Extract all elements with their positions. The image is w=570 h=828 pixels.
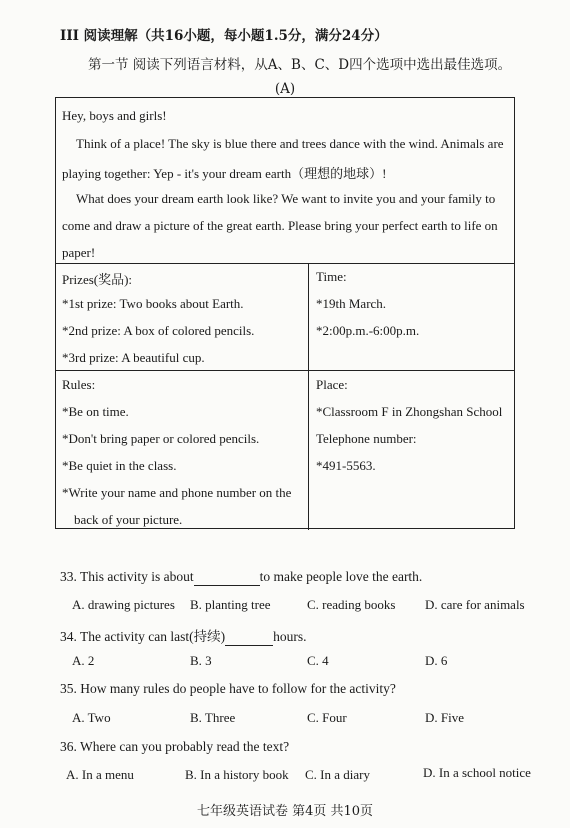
- question-text: 33. This activity is about: [60, 569, 194, 584]
- option-a[interactable]: A. drawing pictures: [72, 597, 175, 612]
- question-33: [60, 569, 422, 586]
- option-d[interactable]: D. In a school notice: [423, 765, 531, 780]
- option-a[interactable]: A. Two: [72, 710, 111, 725]
- section-instruction: 第一节 阅读下列语言材料，从A、B、C、D四个选项中选出最佳选项。: [88, 57, 512, 73]
- option-b[interactable]: B. In a history book: [185, 767, 289, 782]
- notice-line: playing together: Yep - it's your dream earth（理想的地球）!: [62, 166, 387, 181]
- notice-line: come and draw a picture of the great earth. Please bring your perfect earth to life on: [62, 218, 498, 233]
- option-d[interactable]: D. 6: [425, 653, 448, 668]
- passage-label: (A): [274, 81, 296, 97]
- option-a[interactable]: A. In a menu: [66, 767, 134, 782]
- phone-number: *491-5563.: [316, 458, 376, 473]
- rules-place-row: [56, 371, 514, 530]
- question-34: [60, 625, 306, 646]
- answer-blank[interactable]: [194, 569, 260, 586]
- notice-box: [55, 97, 515, 529]
- notice-intro: [56, 98, 514, 264]
- option-d[interactable]: D. Five: [425, 710, 464, 725]
- place-heading: Place:: [316, 377, 348, 392]
- notice-line: paper!: [62, 245, 96, 260]
- prizes-time-row: [56, 264, 514, 371]
- prize-item: *2nd prize: A box of colored pencils.: [62, 323, 255, 338]
- rule-item: back of your picture.: [74, 512, 183, 527]
- question-text: to make people love the earth.: [259, 569, 423, 584]
- option-a[interactable]: A. 2: [72, 653, 95, 668]
- column-divider: [308, 264, 309, 530]
- question-35: 35. How many rules do people have to follow for the activity?: [60, 681, 396, 696]
- time-item: *2:00p.m.-6:00p.m.: [316, 323, 420, 338]
- answer-blank[interactable]: [225, 629, 273, 646]
- time-heading: Time:: [316, 269, 347, 284]
- question-text: hours.: [273, 629, 307, 644]
- place-item: *Classroom F in Zhongshan School: [316, 404, 503, 419]
- option-c[interactable]: C. reading books: [307, 597, 396, 612]
- page-footer: 七年级英语试卷 第4页 共10页: [196, 804, 374, 819]
- prizes-heading: Prizes(奖品):: [62, 272, 133, 287]
- option-c[interactable]: C. Four: [307, 710, 347, 725]
- rule-item: *Be quiet in the class.: [62, 458, 177, 473]
- notice-line: Think of a place! The sky is blue there and trees dance with the wind. Animals are: [76, 136, 504, 151]
- rule-item: *Write your name and phone number on the: [62, 485, 292, 500]
- notice-line: What does your dream earth look like? We want to invite you and your family to: [76, 191, 496, 206]
- option-b[interactable]: B. planting tree: [190, 597, 271, 612]
- section-title: III 阅读理解（共16小题，每小题1.5分，满分24分）: [60, 28, 388, 44]
- question-text: 34. The activity can last(持续): [60, 629, 226, 644]
- notice-greeting: Hey, boys and girls!: [62, 108, 167, 123]
- option-b[interactable]: B. 3: [190, 653, 212, 668]
- prize-item: *1st prize: Two books about Earth.: [62, 296, 244, 311]
- time-item: *19th March.: [316, 296, 387, 311]
- option-b[interactable]: B. Three: [190, 710, 236, 725]
- option-d[interactable]: D. care for animals: [425, 597, 525, 612]
- rule-item: *Don't bring paper or colored pencils.: [62, 431, 260, 446]
- rules-heading: Rules:: [62, 377, 96, 392]
- prize-item: *3rd prize: A beautiful cup.: [62, 350, 205, 365]
- option-c[interactable]: C. In a diary: [305, 767, 370, 782]
- option-c[interactable]: C. 4: [307, 653, 329, 668]
- rule-item: *Be on time.: [62, 404, 129, 419]
- question-36: 36. Where can you probably read the text?: [60, 739, 290, 754]
- phone-heading: Telephone number:: [316, 431, 417, 446]
